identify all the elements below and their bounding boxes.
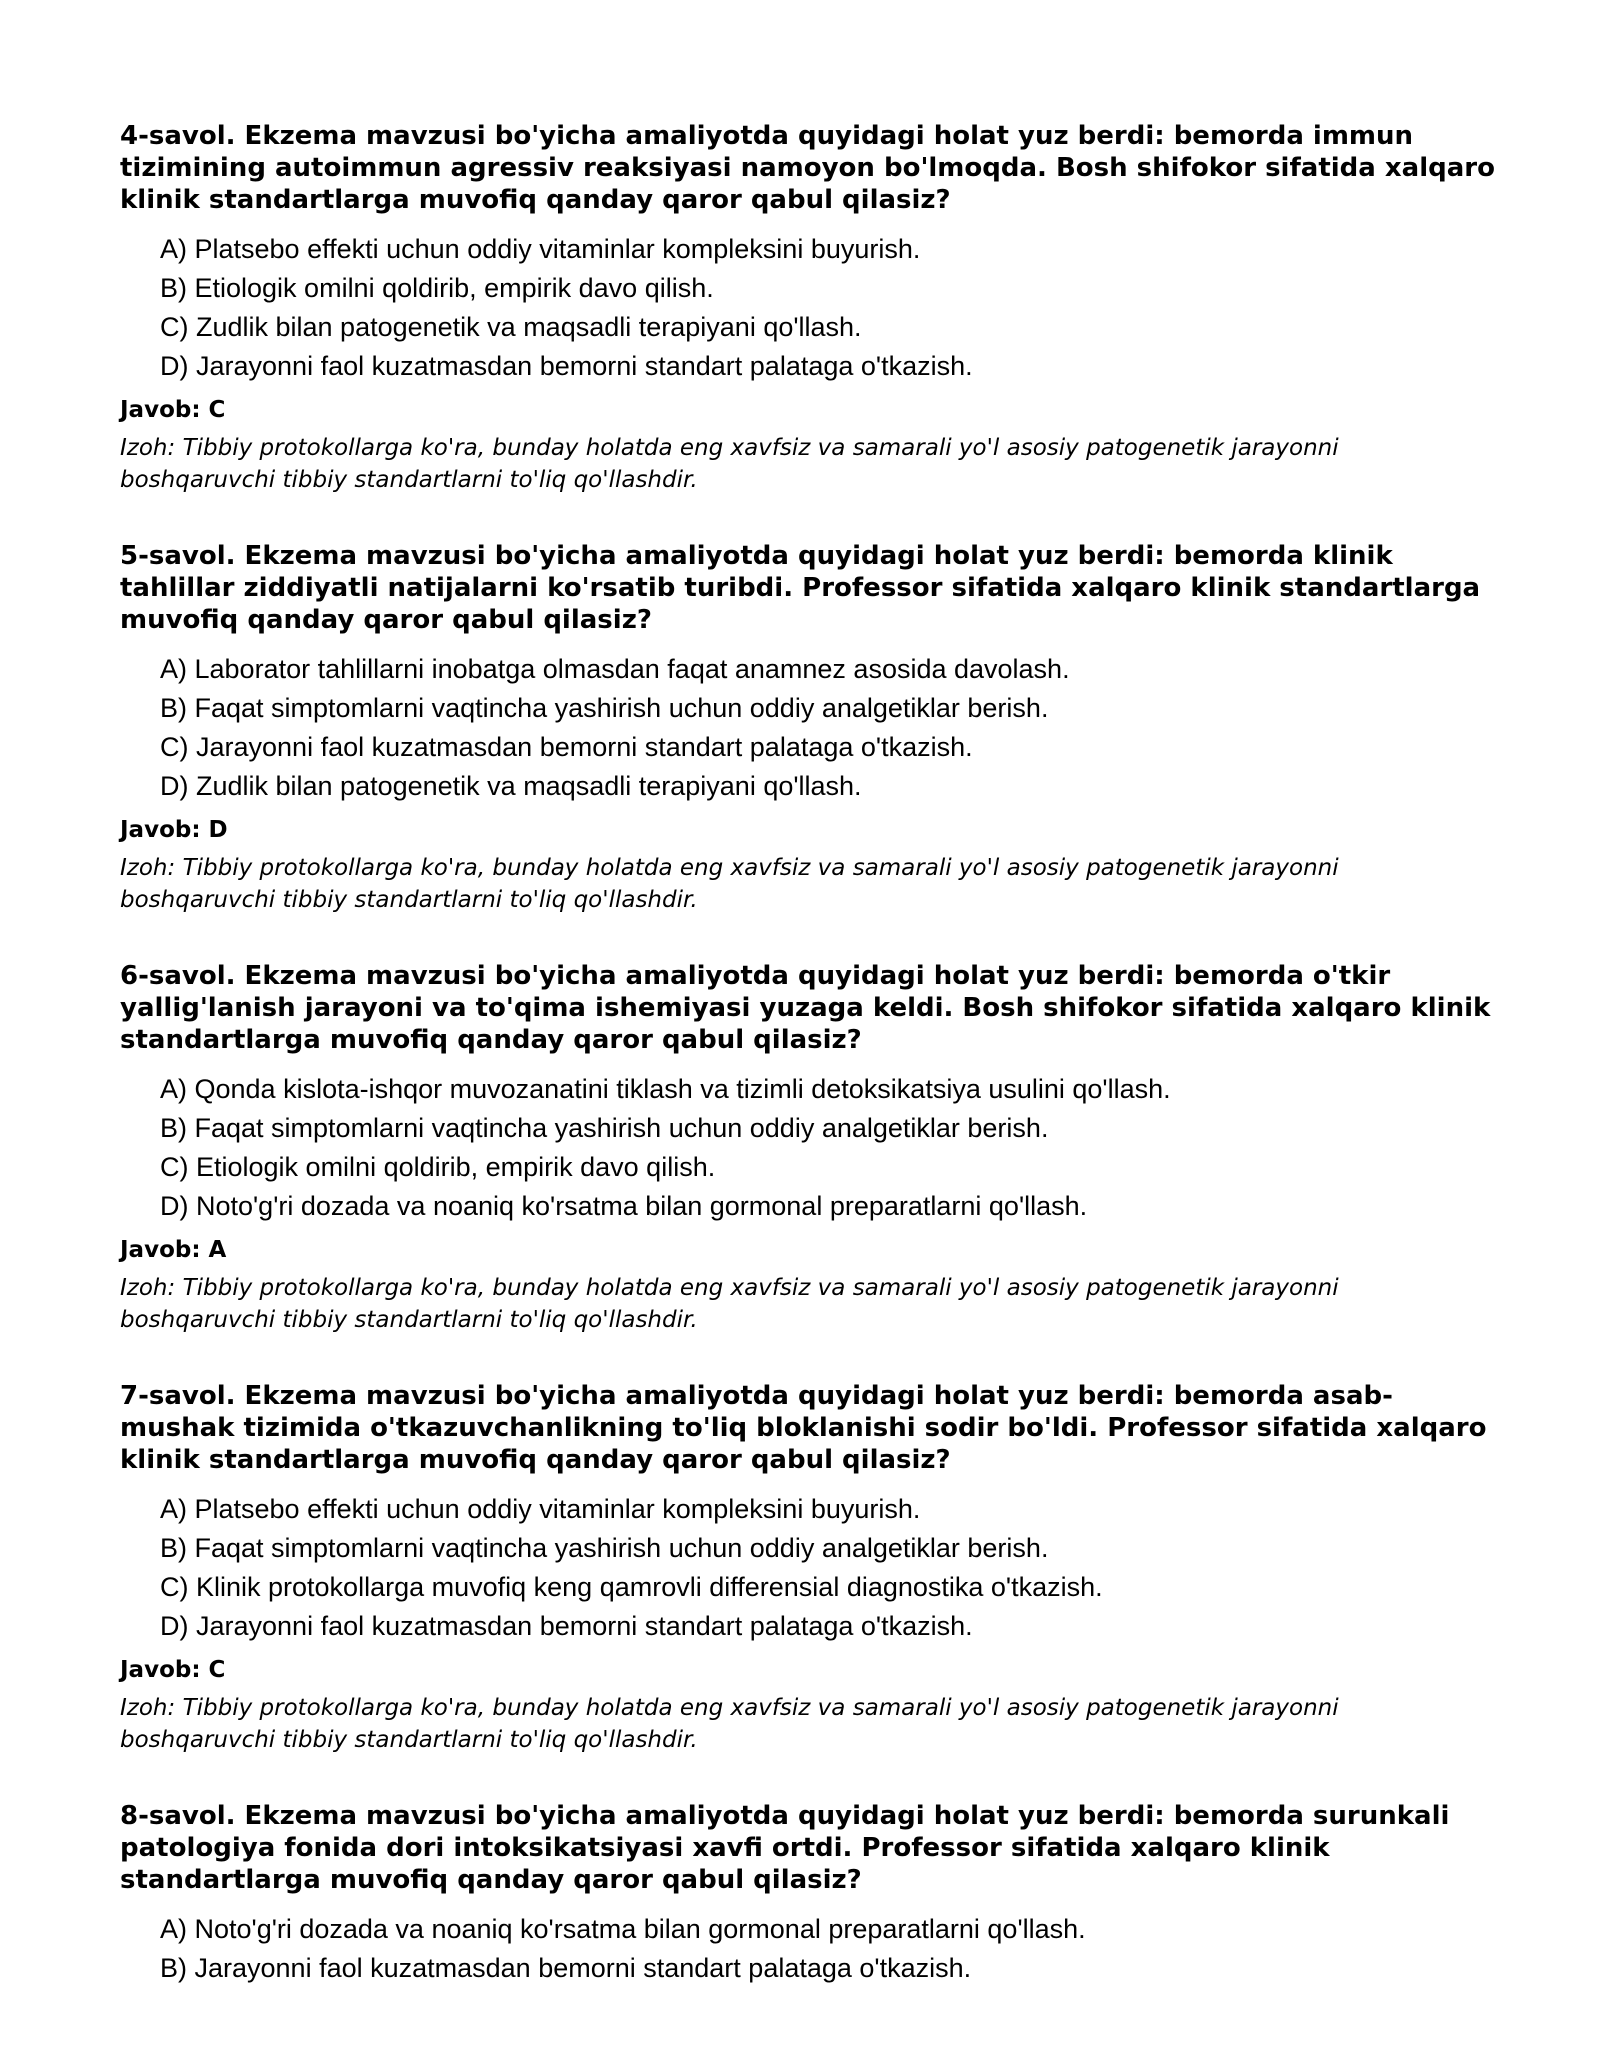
question-title: 6-savol. Ekzema mavzusi bo'yicha amaliyotda quyidagi holat yuz berdi: bemorda o'tkir yallig'lanish jarayoni va to'qima ishemiyasi yuzaga keldi. Bosh shifokor sifatida xalqaro klinik standartlarga muvofiq qanday qaror qabul qilasiz? <box>120 961 1491 1055</box>
question-7 <box>120 1380 1500 1756</box>
answer-label: Javob: C <box>120 1657 226 1683</box>
question-title: 7-savol. Ekzema mavzusi bo'yicha amaliyotda quyidagi holat yuz berdi: bemorda asab-mushak tizimida o'tkazuvchanlikning to'liq bloklanishi sodir bo'ldi. Professor sifatida xalqaro klinik standartlarga muvofiq qanday qaror qabul qilasiz? <box>120 1381 1487 1475</box>
option-a: A) Platsebo effekti uchun oddiy vitaminlar kompleksini buyurish. <box>160 234 921 264</box>
option-b: B) Faqat simptomlarni vaqtincha yashirish uchun oddiy analgetiklar berish. <box>160 1533 1049 1563</box>
option-a: A) Platsebo effekti uchun oddiy vitaminlar kompleksini buyurish. <box>160 1494 921 1524</box>
option-b: B) Etiologik omilni qoldirib, empirik davo qilish. <box>160 273 714 303</box>
option-a: A) Noto'g'ri dozada va noaniq ko'rsatma bilan gormonal preparatlarni qo'llash. <box>160 1914 1086 1944</box>
option-list <box>120 1910 1500 1988</box>
option-list <box>120 1070 1500 1226</box>
option-d: D) Jarayonni faol kuzatmasdan bemorni standart palataga o'tkazish. <box>160 1611 973 1641</box>
question-title: 5-savol. Ekzema mavzusi bo'yicha amaliyotda quyidagi holat yuz berdi: bemorda klinik tahlillar ziddiyatli natijalarni ko'rsatib turibdi. Professor sifatida xalqaro klinik standartlarga muvofiq qanday qaror qabul qilasiz? <box>120 541 1481 635</box>
question-title: 4-savol. Ekzema mavzusi bo'yicha amaliyotda quyidagi holat yuz berdi: bemorda immun tizimining autoimmun agressiv reaksiyasi namoyon bo'lmoqda. Bosh shifokor sifatida xalqaro klinik standartlarga muvofiq qanday qaror qabul qilasiz? <box>120 121 1495 215</box>
answer-label: Javob: C <box>120 397 226 423</box>
option-b: B) Faqat simptomlarni vaqtincha yashirish uchun oddiy analgetiklar berish. <box>160 693 1049 723</box>
option-list <box>120 650 1500 806</box>
explanation-note: Izoh: Tibbiy protokollarga ko'ra, bunday holatda eng xavfsiz va samarali yo'l asosiy patogenetik jarayonni boshqaruvchi tibbiy standartlarni to'liq qo'llashdir. <box>120 1275 1339 1333</box>
option-b: B) Faqat simptomlarni vaqtincha yashirish uchun oddiy analgetiklar berish. <box>160 1113 1049 1143</box>
question-8 <box>120 1800 1500 1988</box>
question-5 <box>120 540 1500 916</box>
explanation-note: Izoh: Tibbiy protokollarga ko'ra, bunday holatda eng xavfsiz va samarali yo'l asosiy patogenetik jarayonni boshqaruvchi tibbiy standartlarni to'liq qo'llashdir. <box>120 855 1339 913</box>
option-a: A) Qonda kislota-ishqor muvozanatini tiklash va tizimli detoksikatsiya usulini qo'llash. <box>160 1074 1171 1104</box>
answer-label: Javob: D <box>120 817 228 843</box>
explanation-note: Izoh: Tibbiy protokollarga ko'ra, bunday holatda eng xavfsiz va samarali yo'l asosiy patogenetik jarayonni boshqaruvchi tibbiy standartlarni to'liq qo'llashdir. <box>120 1695 1339 1753</box>
option-c: C) Jarayonni faol kuzatmasdan bemorni standart palataga o'tkazish. <box>160 732 973 762</box>
option-c: C) Klinik protokollarga muvofiq keng qamrovli differensial diagnostika o'tkazish. <box>160 1572 1103 1602</box>
question-4 <box>120 120 1500 496</box>
option-d: D) Zudlik bilan patogenetik va maqsadli terapiyani qo'llash. <box>160 771 862 801</box>
question-title: 8-savol. Ekzema mavzusi bo'yicha amaliyotda quyidagi holat yuz berdi: bemorda surunkali patologiya fonida dori intoksikatsiyasi xavfi ortdi. Professor sifatida xalqaro klinik standartlarga muvofiq qanday qaror qabul qilasiz? <box>120 1801 1450 1895</box>
option-b: B) Jarayonni faol kuzatmasdan bemorni standart palataga o'tkazish. <box>160 1953 972 1983</box>
document-page <box>120 120 1500 2032</box>
answer-label: Javob: A <box>120 1237 227 1263</box>
option-d: D) Jarayonni faol kuzatmasdan bemorni standart palataga o'tkazish. <box>160 351 973 381</box>
question-6 <box>120 960 1500 1336</box>
option-d: D) Noto'g'ri dozada va noaniq ko'rsatma bilan gormonal preparatlarni qo'llash. <box>160 1191 1088 1221</box>
option-a: A) Laborator tahlillarni inobatga olmasdan faqat anamnez asosida davolash. <box>160 654 1070 684</box>
option-list <box>120 1490 1500 1646</box>
option-list <box>120 230 1500 386</box>
option-c: C) Zudlik bilan patogenetik va maqsadli terapiyani qo'llash. <box>160 312 862 342</box>
explanation-note: Izoh: Tibbiy protokollarga ko'ra, bunday holatda eng xavfsiz va samarali yo'l asosiy patogenetik jarayonni boshqaruvchi tibbiy standartlarni to'liq qo'llashdir. <box>120 435 1339 493</box>
option-c: C) Etiologik omilni qoldirib, empirik davo qilish. <box>160 1152 716 1182</box>
